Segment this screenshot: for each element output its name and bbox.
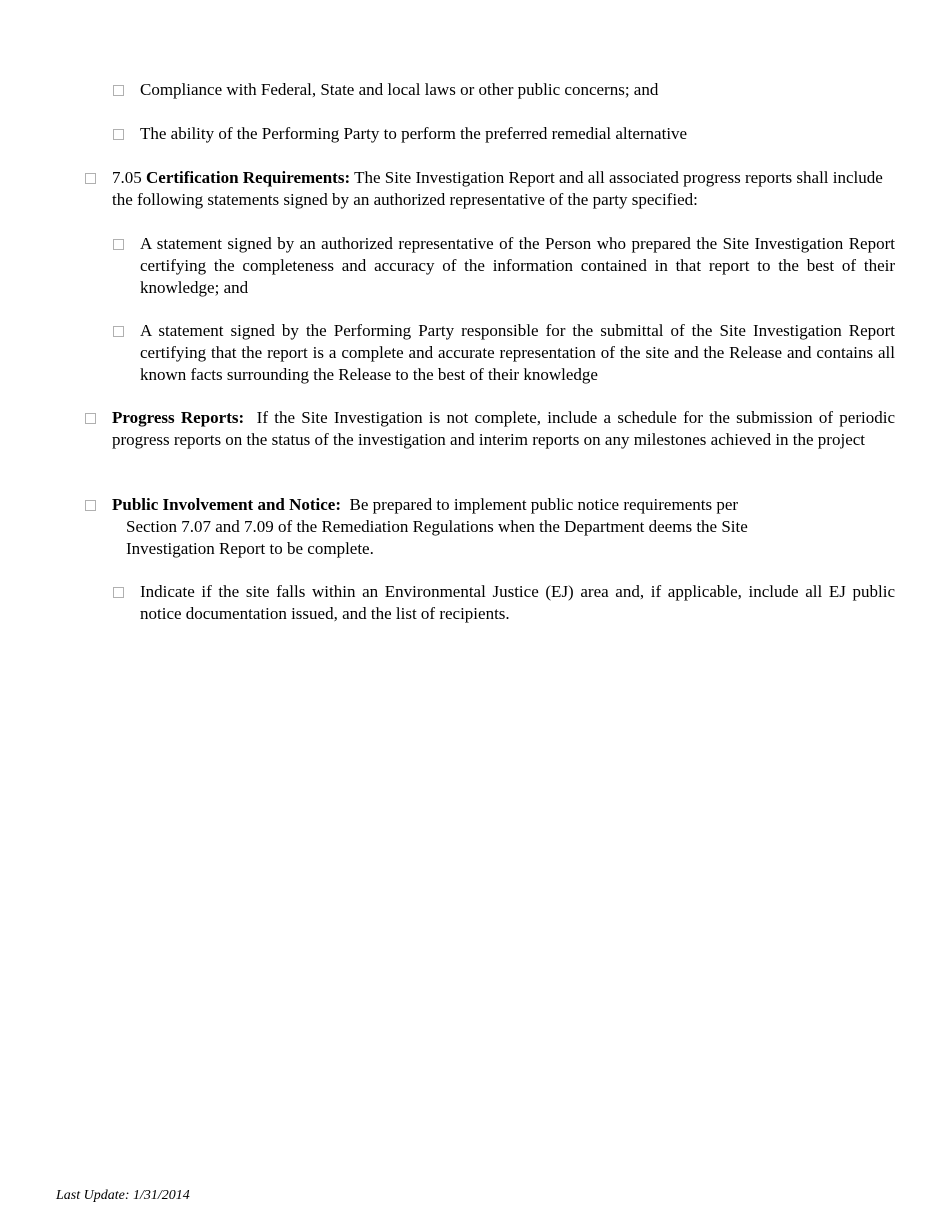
section-body-line3: Investigation Report to be complete. [126,539,374,558]
section-number: 7.05 [112,168,142,187]
item-text: The ability of the Performing Party to perform the preferred remedial alternative [140,124,688,143]
item-text: Compliance with Federal, State and local laws or other public concerns; and [140,80,659,99]
list-item-progress-reports [85,407,895,451]
list-item-statement-preparer [113,233,895,299]
checkbox-icon [85,500,96,511]
item-text [112,167,895,211]
list-item-statement-performing-party [113,320,895,386]
list-item-certification [85,167,895,211]
checkbox-icon [113,587,124,598]
list-item-environmental-justice [113,581,895,625]
item-text [112,407,895,451]
checkbox-icon [85,173,96,184]
item-text: Indicate if the site falls within an Environmental Justice (EJ) area and, if applicable, include all EJ public notice documentation issued, and the list of recipients. [140,582,895,623]
checkbox-icon [113,239,124,250]
list-item-public-involvement [85,494,895,560]
section-heading: Certification Requirements: [146,168,351,187]
item-text: A statement signed by the Performing Party responsible for the submittal of the Site Investigation Report certifying that the report is a complete and accurate representation of the site and the Release and contains all known facts surrounding the Release to the best of their knowledge [140,321,895,384]
item-text [112,494,895,560]
last-update-footer: Last Update: 1/31/2014 [56,1188,190,1203]
section-body: If the Site Investigation is not complete, include a schedule for the submission of periodic progress reports on the status of the investigation and interim reports on any milestones achieved in the project [112,408,896,449]
section-body-line2: Section 7.07 and 7.09 of the Remediation Regulations when the Department deems the Site [126,517,748,536]
checkbox-icon [113,129,124,140]
checkbox-icon [113,326,124,337]
list-item-ability [113,123,895,145]
list-item-compliance [113,79,895,101]
item-text: A statement signed by an authorized representative of the Person who prepared the Site Investigation Report certifying the completeness and accuracy of the information contained in that report to the best of their knowledge; and [140,234,895,297]
checkbox-icon [113,85,124,96]
checkbox-icon [85,413,96,424]
section-body: The Site Investigation Report and all associated progress reports shall include the following statements signed by an authorized representative of the party specified: [112,168,883,209]
section-heading: Progress Reports: [112,408,245,427]
section-heading: Public Involvement and Notice: [112,495,342,514]
section-body-line1: Be prepared to implement public notice requirements per [349,495,739,514]
